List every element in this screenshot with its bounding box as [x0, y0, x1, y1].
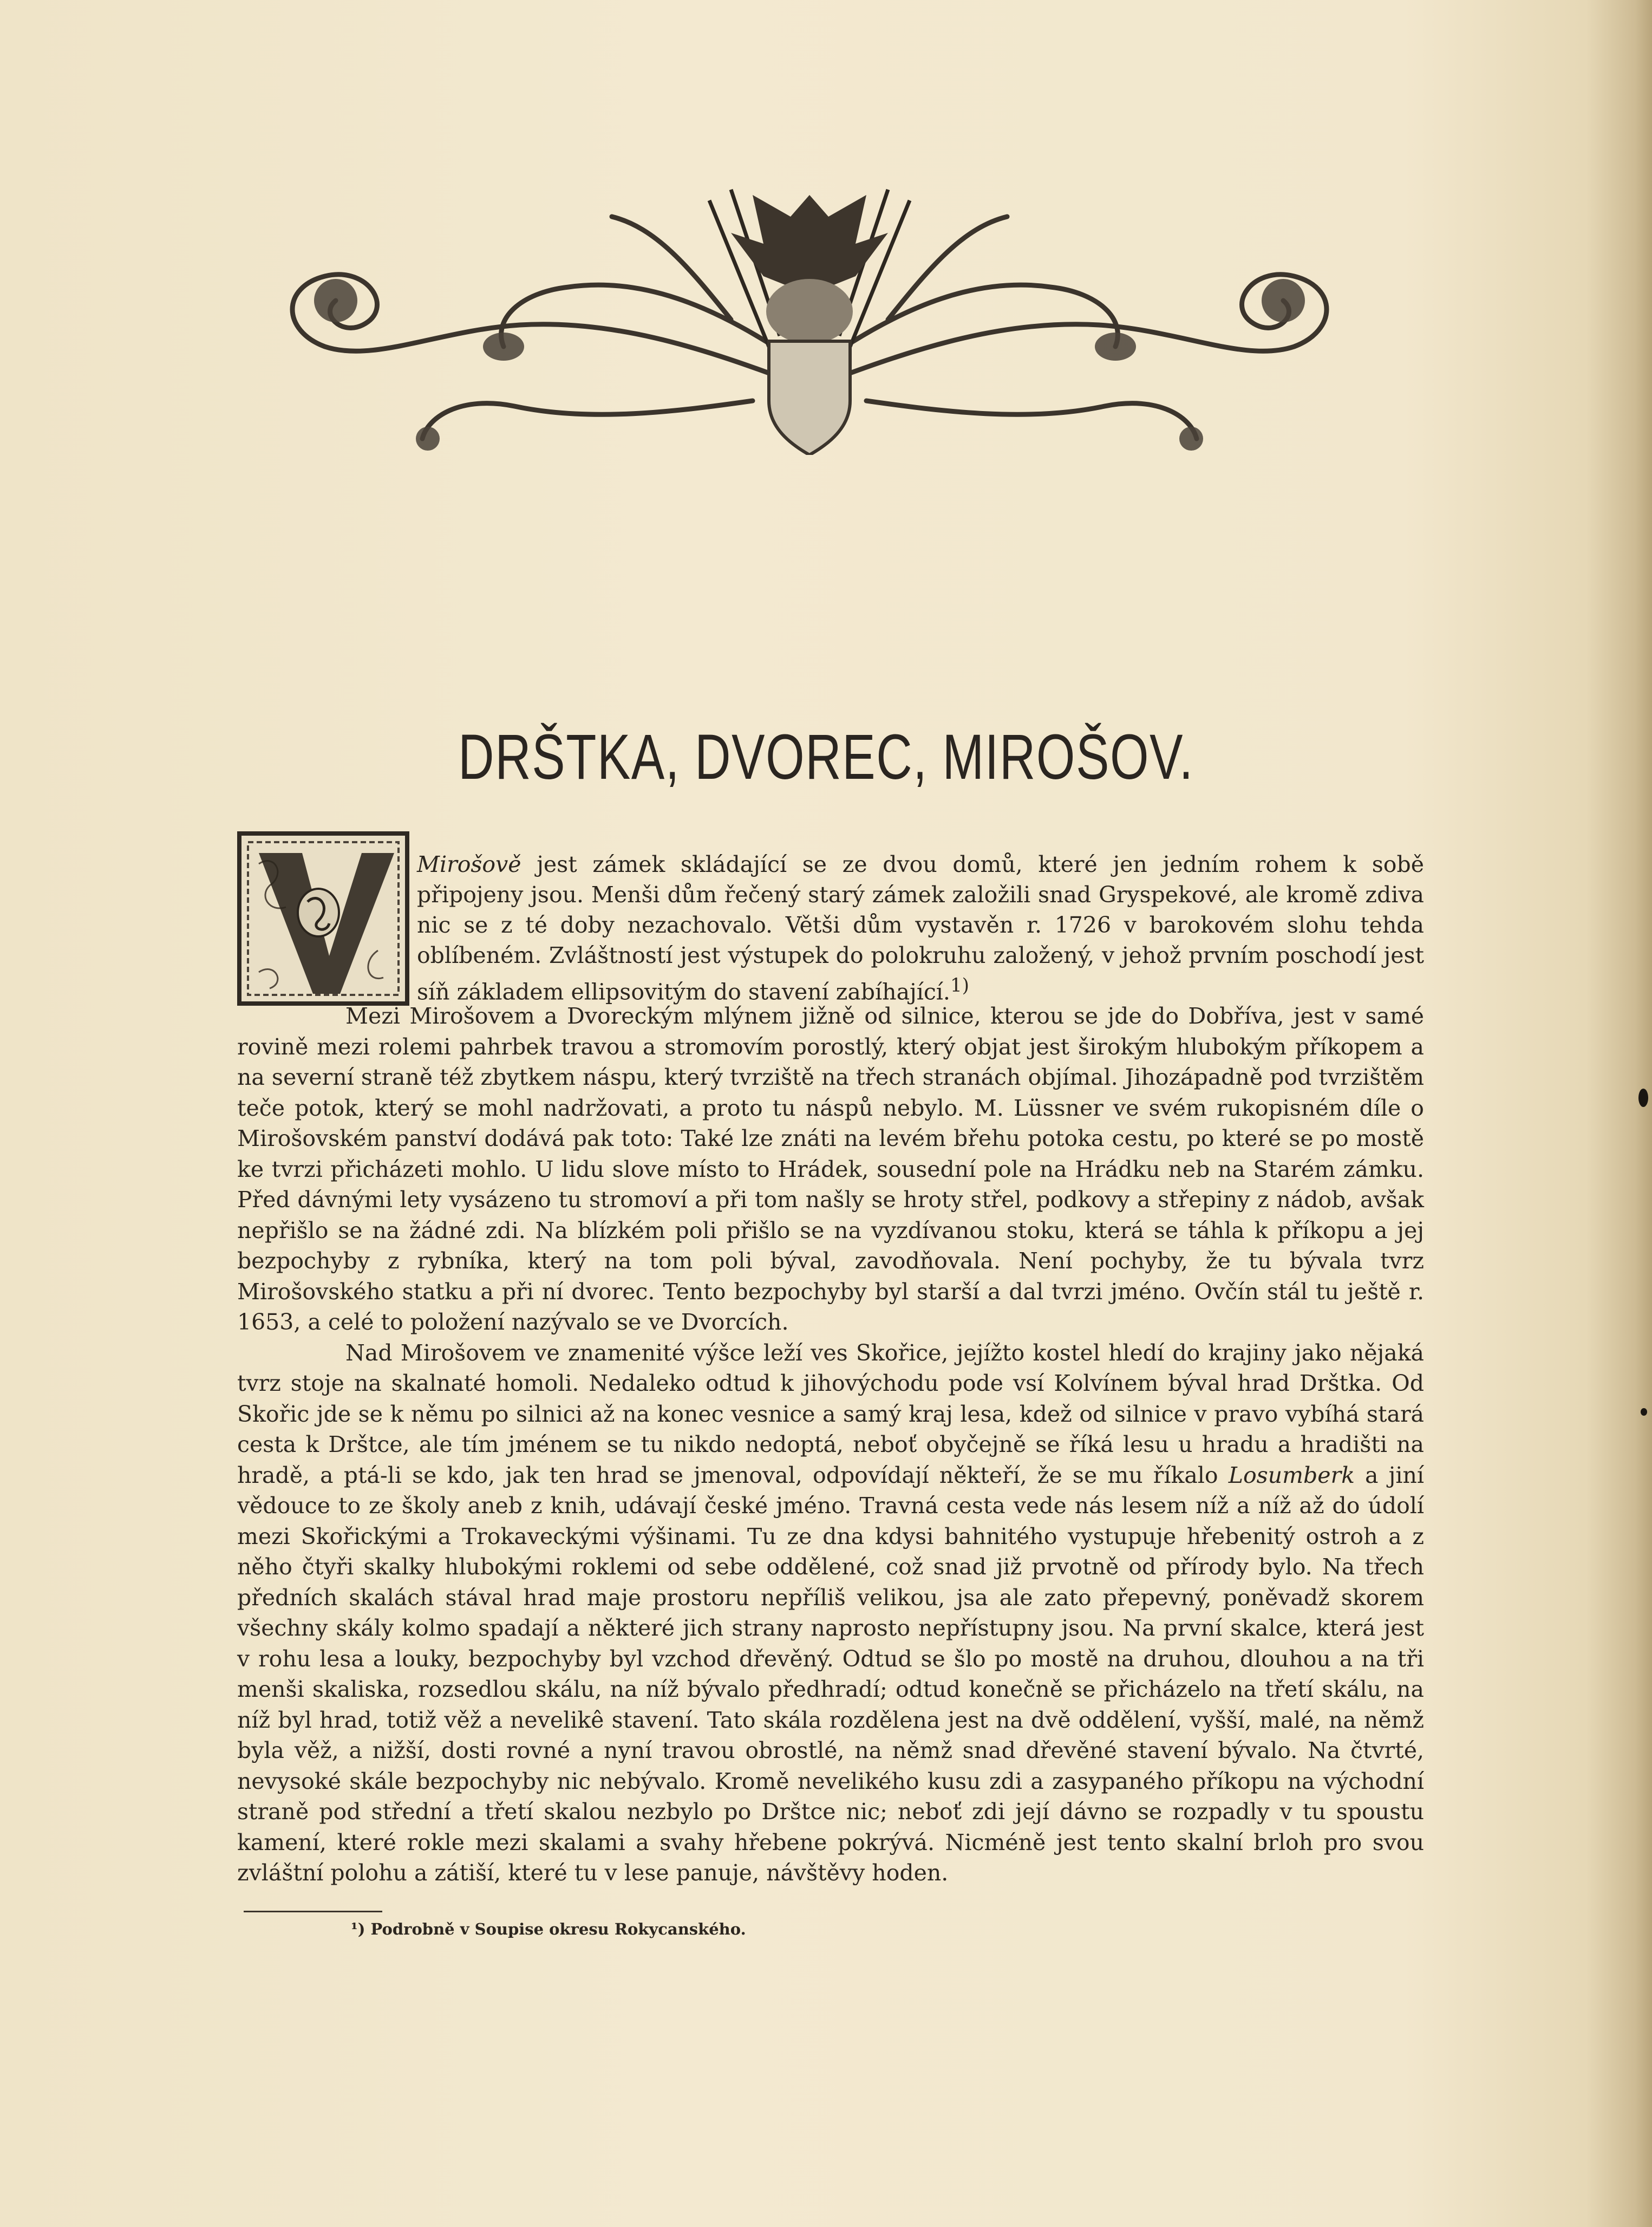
headpiece-ornament — [265, 184, 1354, 455]
footnote: ¹) Podrobně v Soupise okresu Rokycanského. — [351, 1920, 746, 1938]
footnote-divider — [244, 1911, 382, 1912]
paragraph-dvorec: Mezi Mirošovem a Dvoreckým mlýnem jižně od silnice, kterou se jde do Dobříva, jest v samé rovině mezi rolemi pahrbek travou a stromovím porostlý, který objat jest širokým hlubokým příkopem a na severní straně též zbytkem náspu, který tvrziště na třech stranách objímal. Jihozápadně pod tvrzištěm teče potok, který se mohl nadržovati, a proto tu náspů nebylo. M. Lüssner ve svém rukopisném díle o Mirošovském panství dodává pak toto: Také lze znáti na levém břehu potoka cestu, po které se po mostě ke tvrzi přicházeti mohlo. U lidu slove místo to Hrádek, sousední pole na Hrádku neb na Starém zámku. Před dávnými lety vysázeno tu stromoví a při tom našly se hroty střel, podkovy a střepiny z nádob, avšak nepřišlo se na žádné zdi. Na blízkém poli přišlo se na vyzdívanou stoku, která se táhla k příkopu a jej bezpochyby z rybníka, který na tom poli býval, zavodňovala. Není pochyby, že tu bývala tvrz Mirošovského statku a při ní dvorec. Tento bezpochyby byl starší a dal tvrzi jméno. Ovčín stál tu ještě r. 1653, a celé to položení nazývalo se ve Dvorcích. — [237, 1003, 1424, 1335]
first-paragraph-text: jest zámek skládající se ze dvou domů, které jen jedním rohem k sobě připojeny jsou. Menši dům řečený starý zámek založili snad Gryspekové, ale kromě zdiva nic se z té doby nezachovalo. Větši dům vystavěn r. 1726 v barokovém slohu tehda oblíbeném. Zvláštností jest výstupek do polokruhu založený, v jehož prvním poschodí jest síň základem ellipsovitým do stavení zabíhající. — [417, 851, 1424, 1005]
paragraph-drstka — [237, 1338, 1424, 1889]
italic-losumberk: Losumberk — [1228, 1462, 1355, 1488]
binding-mark — [1638, 1089, 1648, 1107]
italic-place-name: Mirošově — [417, 851, 521, 877]
first-paragraph — [417, 849, 1424, 1007]
binding-mark — [1641, 1408, 1647, 1416]
paragraph-drstka-text-a: Nad Mirošovem ve znamenité výšce leží ves Skořice, jejížto kostel hledí do krajiny jako nějaká tvrz stoje na skalnaté homoli. Nedaleko odtud k jihovýchodu pode vsí Kolvínem býval hrad Drštka. Od Skořic jde se k němu po silnici až na konec vesnice a samý kraj lesa, kdež od silnice v pravo vybíhá stará cesta k Drštce, ale tím jménem se tu nikdo nedoptá, neboť obyčejně se říká lesu u hradu a hradišti na hradě, a ptá-li se kdo, jak ten hrad se jmenoval, odpovídají někteří, že se mu říkalo — [237, 1339, 1424, 1488]
body-text — [237, 1001, 1424, 1889]
paragraph-drstka-text-b: a jiní vědouce to ze školy aneb z knih, udávají české jméno. Travná cesta vede nás lesem níž a níž až do údolí mezi Skořickými a Trokaveckými výšinami. Tu ze dna kdysi bahnitého vystupuje hřebenitý ostroh a z něho čtyři skalky hlubokými roklemi od sebe oddělené, což snad již prvotně od přírody bylo. Na třech předních skalách stával hrad maje prostoru nepříliš velikou, jsa ale zato přepevný, poněvadž skorem všechny skály kolmo spadají a některé jich strany naprosto nepřístupny jsou. Na první skalce, která jest v rohu lesa a louky, bezpochyby byl vzchod dřevěný. Odtud se šlo po mostě na druhou, dlouhou a na tři menši skaliska, rozsedlou skálu, na níž bývalo předhradí; odtud konečně se přicházelo na třetí skálu, na níž byl hrad, totiž věž a nevelikê stavení. Tato skála rozdělena jest na dvě oddělení, vyšší, malé, na němž byla věž, a nižší, dosti rovné a nyní travou obrostlé, na němž snad dřevěné stavení bývalo. Na čtvrté, nevysoké skále bezpochyby nic nebývalo. Kromě nevelikého kusu zdi a zasypaného příkopu na východní straně pod střední a třetí skalou nezbylo po Drštce nic; neboť zdi její dávno se rozpadly v tu spoustu kamení, které rokle mezi skalami a svahy hřebene pokrývá. Nicméně jest tento skalní brloh pro svou zvláštní polohu a zátiší, které tu v lese panuje, návštěvy hoden. — [237, 1462, 1424, 1886]
page-title: DRŠTKA, DVOREC, MIROŠOV. — [458, 721, 1194, 793]
footnote-reference: 1) — [950, 975, 970, 997]
decorative-initial-v — [237, 831, 409, 1006]
